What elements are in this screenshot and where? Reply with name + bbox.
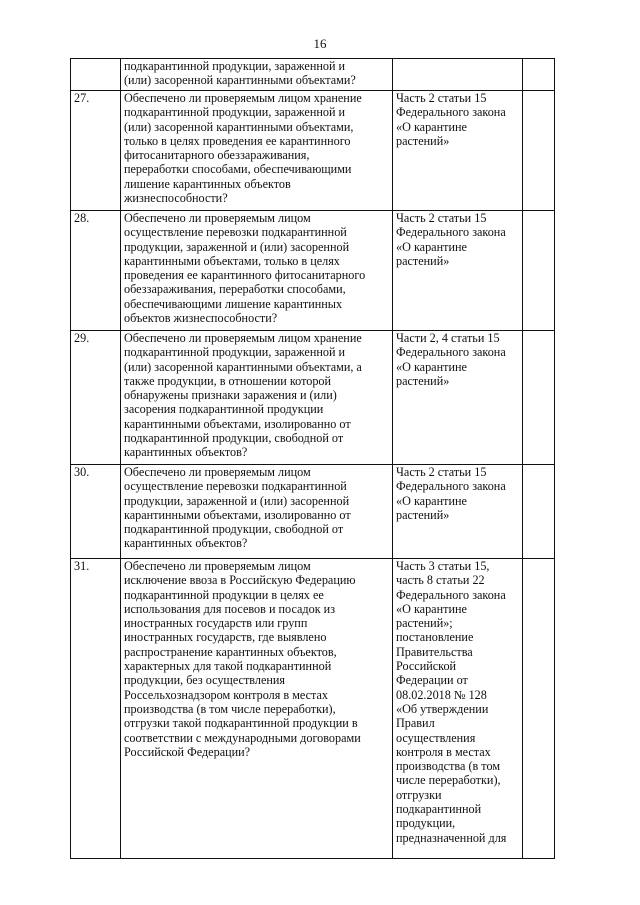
- row-number: 28.: [71, 211, 121, 331]
- table-row: [71, 331, 555, 465]
- answer-cell: [523, 559, 555, 859]
- answer-cell: [523, 465, 555, 559]
- question-text: Обеспечено ли проверяемым лицом осуществление перевозки подкарантинной продукции, зараженной и (или) засоренной карантинными объектами, только в целях проведения ее карантинного фитосанитарного обеззараживания, переработки способами, обеспечивающими лишение карантинных объектов жизнеспособности?: [124, 211, 366, 326]
- row-number: 30.: [71, 465, 121, 559]
- row-number: 29.: [71, 331, 121, 465]
- answer-cell: [523, 59, 555, 91]
- question-text: подкарантинной продукции, зараженной и (или) засоренной карантинными объектами?: [124, 59, 356, 88]
- legal-reference: Часть 2 статьи 15 Федерального закона «О карантине растений»: [396, 91, 506, 148]
- answer-cell: [523, 331, 555, 465]
- legal-reference: Части 2, 4 статьи 15 Федерального закона «О карантине растений»: [396, 331, 506, 388]
- answer-cell: [523, 91, 555, 211]
- legal-reference: Часть 2 статьи 15 Федерального закона «О карантине растений»: [396, 465, 506, 522]
- question-text: Обеспечено ли проверяемым лицом осуществление перевозки подкарантинной продукции, зараженной и (или) засоренной карантинными объектами, изолированно от подкарантинной продукции, свободной от карантинных объектов?: [124, 465, 351, 551]
- table-row: [71, 59, 555, 91]
- legal-reference: Часть 2 статьи 15 Федерального закона «О карантине растений»: [396, 211, 506, 268]
- question-text: Обеспечено ли проверяемым лицом хранение подкарантинной продукции, зараженной и (или) засоренной карантинными объектами, а также продукции, в отношении которой обнаружены признаки заражения и (или) засорения подкарантинной продукции карантинными объектами, изолированно от подкарантинной продукции, свободной от карантинных объектов?: [124, 331, 362, 460]
- table-row: [71, 91, 555, 211]
- answer-cell: [523, 211, 555, 331]
- table-row: [71, 211, 555, 331]
- table-row: [71, 465, 555, 559]
- question-text: Обеспечено ли проверяемым лицом хранение подкарантинной продукции, зараженной и (или) засоренной карантинными объектами, только в целях проведения ее карантинного фитосанитарного обеззараживания, переработки способами, обеспечивающими лишение карантинных объектов жизнеспособности?: [124, 91, 362, 206]
- row-number: 27.: [71, 91, 121, 211]
- legal-reference: Часть 3 статьи 15, часть 8 статьи 22 Федерального закона «О карантине растений»; постановление Правительства Российской Федерации от 08.02.2018 № 128 «Об утверждении Правил осуществления контроля в местах производства (в том числе переработки), отгрузки подкарантинной продукции, предназначенной для: [396, 559, 507, 845]
- table-row: [71, 559, 555, 859]
- row-number: 31.: [71, 559, 121, 859]
- page-number: 16: [313, 36, 327, 51]
- question-text: Обеспечено ли проверяемым лицом исключение ввоза в Российскую Федерацию подкарантинной продукции в целях ее использования для посевов и посадок из иностранных государств или групп иностранных государств, где выявлено распространение карантинных объектов, характерных для такой подкарантинной продукции, без осуществления Россельхознадзором контроля в местах производства (в том числе переработки), отгрузки такой подкарантинной продукции в соответствии с международными договорами Российской Федерации?: [124, 559, 361, 759]
- checklist-table: [70, 58, 555, 859]
- row-number: [71, 59, 121, 91]
